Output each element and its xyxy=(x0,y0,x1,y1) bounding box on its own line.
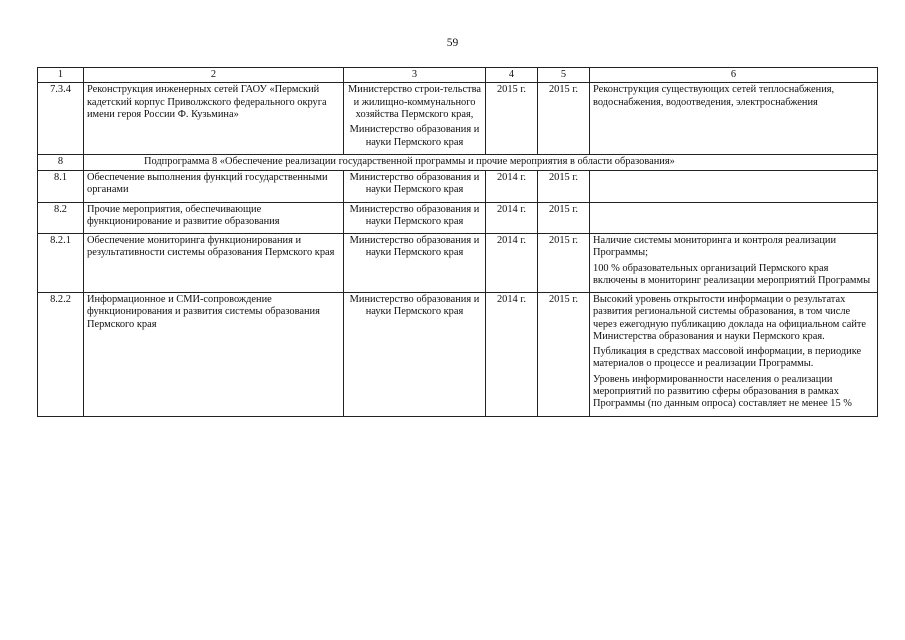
header-row xyxy=(38,68,878,83)
start-year: 2014 г. xyxy=(486,202,538,234)
executor-text: Министерство образования и науки Пермского края xyxy=(349,203,480,227)
header-cell: 4 xyxy=(486,68,538,83)
result-text: Высокий уровень открытости информации о результатах развития региональной системы образования, в том числе через ежегодную публикацию доклада на официальном сайте Министерства образования и науки Пермского края. xyxy=(593,294,867,342)
executor-text: Министерство строи-тельства и жилищно-коммунального хозяйства Пермского края, xyxy=(348,84,481,120)
activity-name: Обеспечение мониторинга функционирования и результативности системы образования Пермского края xyxy=(84,234,344,293)
executor-text: Министерство образования и науки Пермского края xyxy=(349,124,480,148)
executor-cell xyxy=(344,202,486,234)
program-table xyxy=(37,67,878,417)
page-number: 59 xyxy=(446,37,459,49)
activity-name: Обеспечение выполнения функций государственными органами xyxy=(84,171,344,203)
subprogram-row xyxy=(38,154,878,170)
activity-name: Прочие мероприятия, обеспечивающие функционирование и развитие образования xyxy=(84,202,344,234)
executor-cell xyxy=(344,171,486,203)
result-cell xyxy=(590,234,878,293)
table-row xyxy=(38,171,878,203)
start-year: 2014 г. xyxy=(486,171,538,203)
end-year: 2015 г. xyxy=(538,202,590,234)
result-cell xyxy=(590,83,878,154)
result-cell xyxy=(590,293,878,416)
table-row xyxy=(38,83,878,154)
result-text: Наличие системы мониторинга и контроля реализации Программы; xyxy=(593,235,837,259)
result-text: Публикация в средствах массовой информации, в периодике материалов о процессе и реализации Программы. xyxy=(593,346,862,370)
row-number: 8.2.1 xyxy=(38,234,84,293)
activity-name: Информационное и СМИ-сопровождение функционирования и развития системы образования Пермского края xyxy=(84,293,344,416)
row-number: 7.3.4 xyxy=(38,83,84,154)
end-year: 2015 г. xyxy=(538,234,590,293)
header-cell: 5 xyxy=(538,68,590,83)
activity-name: Реконструкция инженерных сетей ГАОУ «Пермский кадетский корпус Приволжского федерального округа имени героя России Ф. Кузьмина» xyxy=(84,83,344,154)
table-row xyxy=(38,293,878,416)
header-cell: 2 xyxy=(84,68,344,83)
table-row xyxy=(38,234,878,293)
start-year: 2014 г. xyxy=(486,293,538,416)
result-text: Реконструкция существующих сетей теплоснабжения, водоснабжения, водоотведения, электроснабжения xyxy=(593,84,835,108)
end-year: 2015 г. xyxy=(538,83,590,154)
executor-cell xyxy=(344,293,486,416)
header-cell: 6 xyxy=(590,68,878,83)
result-cell xyxy=(590,202,878,234)
end-year: 2015 г. xyxy=(538,293,590,416)
executor-text: Министерство образования и науки Пермского края xyxy=(349,172,480,196)
executor-text: Министерство образования и науки Пермского края xyxy=(349,235,480,259)
row-number: 8.1 xyxy=(38,171,84,203)
table-row xyxy=(38,202,878,234)
start-year: 2015 г. xyxy=(486,83,538,154)
result-cell xyxy=(590,171,878,203)
end-year: 2015 г. xyxy=(538,171,590,203)
result-text: Уровень информированности населения о реализации мероприятий по развитию сферы образования в рамках Программы (по данным опроса) составляет не менее 15 % xyxy=(593,373,852,410)
header-cell: 1 xyxy=(38,68,84,83)
result-text: 100 % образовательных организаций Пермского края включены в мониторинг реализации мероприятий Программы xyxy=(593,262,871,286)
executor-text: Министерство образования и науки Пермского края xyxy=(349,294,480,318)
row-number: 8.2 xyxy=(38,202,84,234)
start-year: 2014 г. xyxy=(486,234,538,293)
executor-cell xyxy=(344,234,486,293)
executor-cell xyxy=(344,83,486,154)
subprogram-title: Подпрограмма 8 «Обеспечение реализации государственной программы и прочие мероприятия в области образования» xyxy=(84,154,878,170)
row-number: 8.2.2 xyxy=(38,293,84,416)
subprogram-number: 8 xyxy=(38,154,84,170)
header-cell: 3 xyxy=(344,68,486,83)
